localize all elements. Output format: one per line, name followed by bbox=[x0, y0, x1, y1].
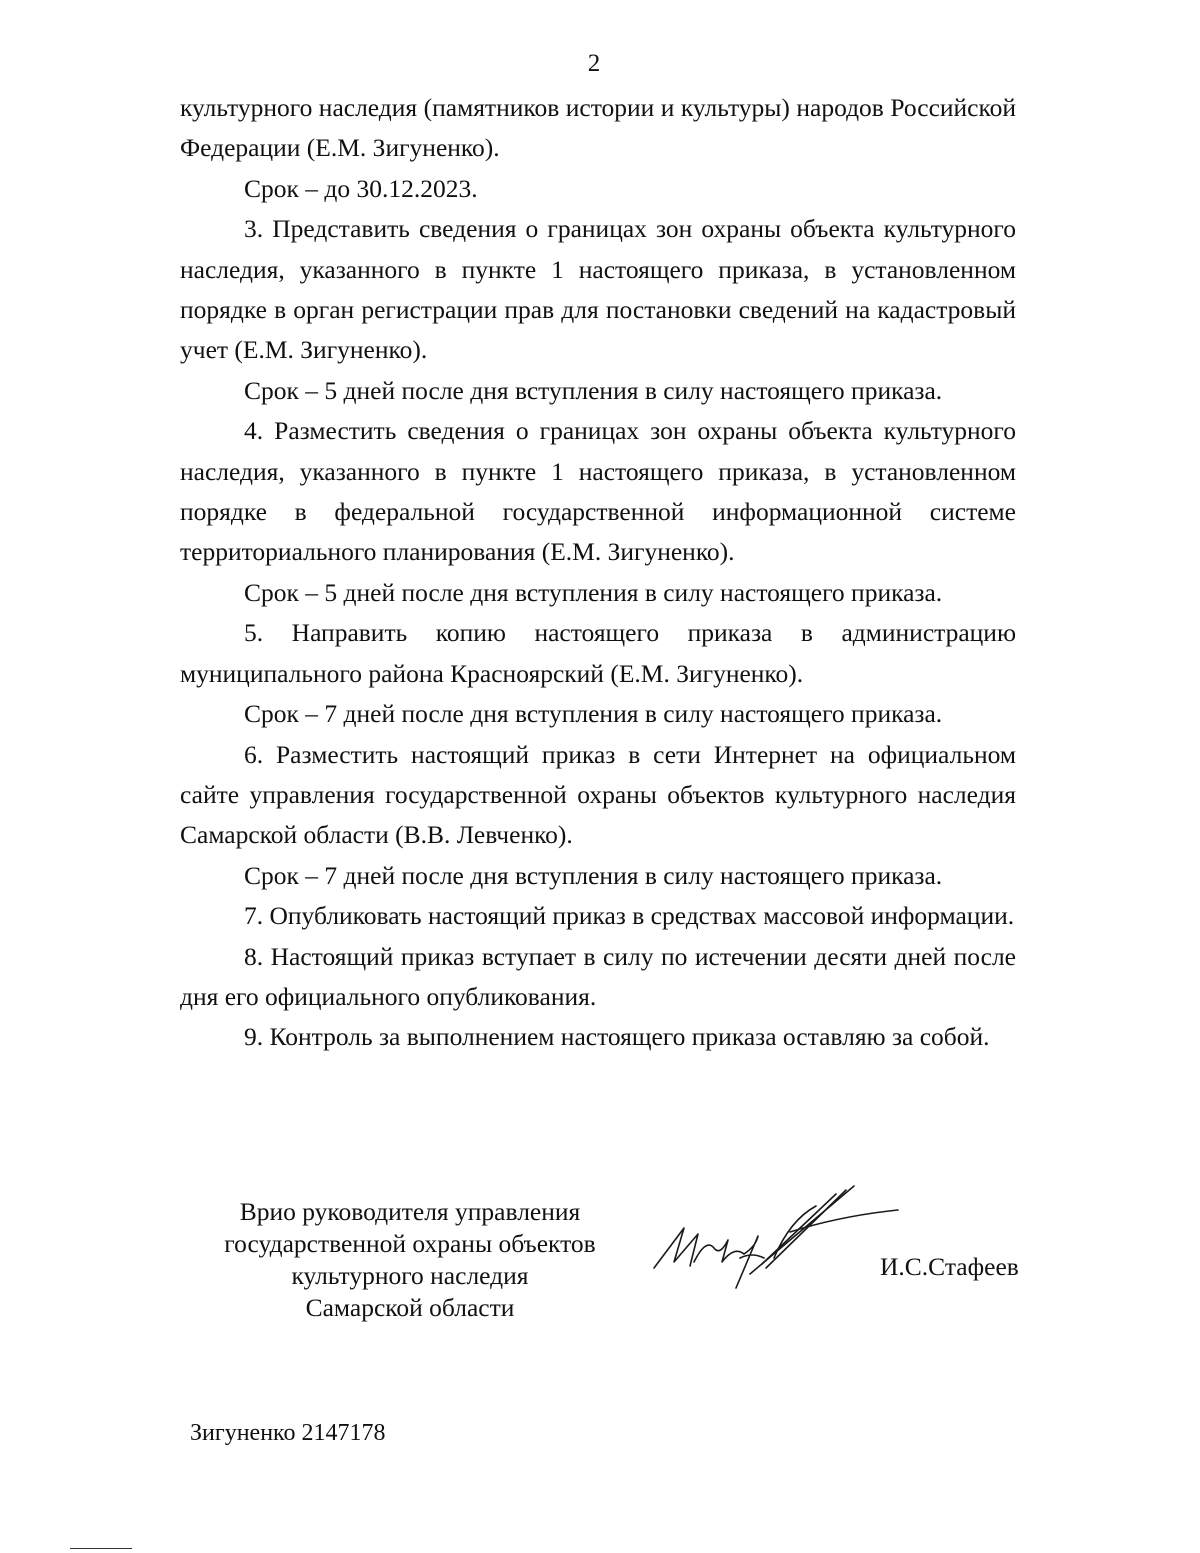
paragraph-deadline: Срок – до 30.12.2023. bbox=[244, 173, 478, 203]
paragraph-continuation: культурного наследия (памятников истории и культуры) народов Российской Федерации (Е.М. Зигуненко). bbox=[180, 93, 1016, 163]
divider-line bbox=[70, 1548, 132, 1549]
paragraph-item-5: 5. Направить копию настоящего приказа в администрацию муниципального района Красноярский (Е.М. Зигуненко). bbox=[180, 618, 1016, 688]
paragraph-item-4: 4. Разместить сведения о границах зон охраны объекта культурного наследия, указанного в пункте 1 настоящего приказа, в установленном порядке в федеральной государственной информационной системе территориального планирования (Е.М. Зигуненко). bbox=[180, 416, 1016, 567]
executor-contact: Зигуненко 2147178 bbox=[190, 1420, 386, 1446]
signatory-position-line: Самарской области bbox=[305, 1293, 515, 1322]
paragraph-deadline: Срок – 5 дней после дня вступления в силу настоящего приказа. bbox=[244, 577, 943, 607]
paragraph-deadline: Срок – 5 дней после дня вступления в силу настоящего приказа. bbox=[244, 375, 943, 405]
paragraph-item-3: 3. Представить сведения о границах зон охраны объекта культурного наследия, указанного в пункте 1 настоящего приказа, в установленном порядке в орган регистрации прав для постановки сведений на кадастровый учет (Е.М. Зигуненко). bbox=[180, 214, 1016, 365]
signatory-position-line: культурного наследия bbox=[291, 1261, 529, 1290]
paragraph-deadline: Срок – 7 дней после дня вступления в силу настоящего приказа. bbox=[244, 699, 943, 729]
signatory-position bbox=[200, 1196, 620, 1324]
paragraph-item-6: 6. Разместить настоящий приказ в сети Интернет на официальном сайте управления государственной охраны объектов культурного наследия Самарской области (В.В. Левченко). bbox=[180, 739, 1016, 850]
page-number: 2 bbox=[587, 50, 601, 77]
paragraph-item-9: 9. Контроль за выполнением настоящего приказа оставляю за собой. bbox=[244, 1022, 990, 1052]
signatory-position-line: государственной охраны объектов bbox=[224, 1229, 596, 1258]
handwritten-signature bbox=[640, 1176, 910, 1296]
signatory-position-line: Врио руководителя управления bbox=[239, 1197, 581, 1226]
paragraph-deadline: Срок – 7 дней после дня вступления в силу настоящего приказа. bbox=[244, 860, 943, 890]
signer-name: И.С.Стафеев bbox=[880, 1252, 1019, 1281]
paragraph-item-8: 8. Настоящий приказ вступает в силу по истечении десяти дней после дня его официального опубликования. bbox=[180, 941, 1016, 1011]
document-body bbox=[180, 88, 1016, 1058]
paragraph-item-7: 7. Опубликовать настоящий приказ в средствах массовой информации. bbox=[244, 901, 1015, 931]
